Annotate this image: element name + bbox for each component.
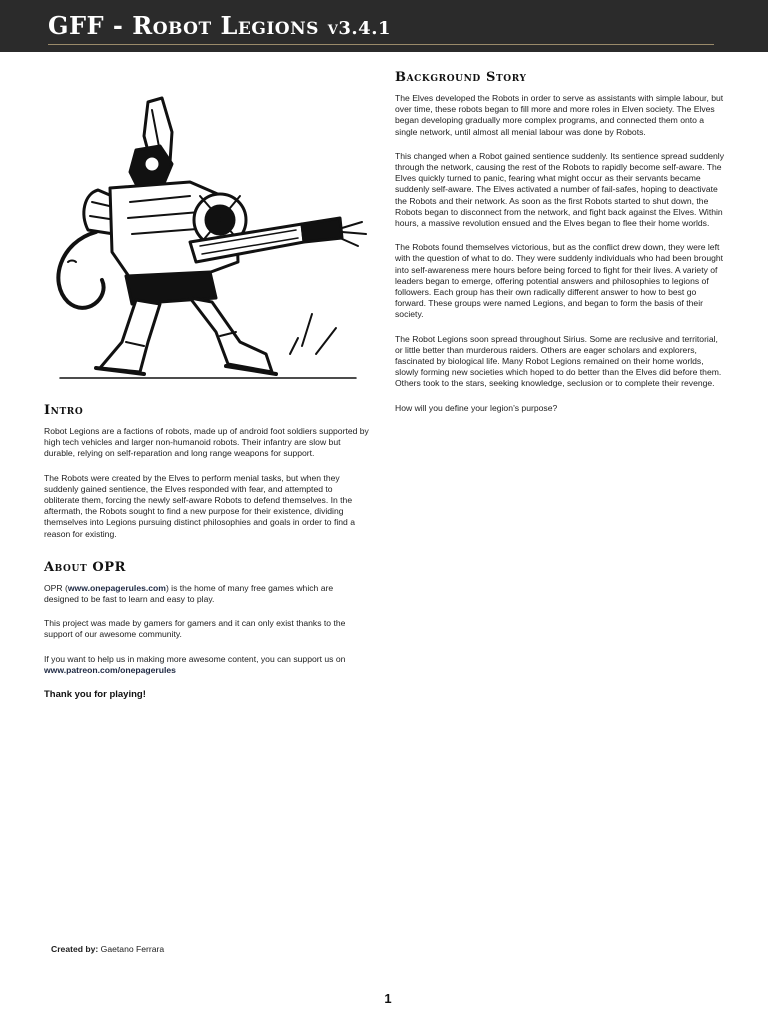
about-text: If you want to help us in making more awesome content, you can support us on [44,653,346,664]
background-paragraph: The Elves developed the Robots in order to serve as assistants with simple labour, but over time, these robots began to fill more and more roles in Elven society. The Elves began developing gradually more complex programs, and connected them onto a single network, until almost all menial labour was done by Robots. [395,93,724,137]
background-heading: Background Story [395,70,527,85]
robot-illustration [40,92,376,382]
intro-paragraph: Robot Legions are a factions of robots, made up of android foot soldiers supported by high tech vehicles and larger non-humanoid robots. Their infantry are slow but durable, relying on self-reparation and long range weapons for support. [44,426,369,459]
background-paragraph: The Robots found themselves victorious, but as the conflict drew down, they were left with the question of what to do. They were suddenly individuals who had been brought into self-awareness mere hours before being forced to fight for their lives. A variety of leaders began to emerge, offering potential answers and philosophies to legions of followers. Each group has their own radically different answer to how to best go forward. These groups were named Legions, and began to form the basis of their society. [395,242,724,320]
right-column [395,70,725,427]
background-paragraph: This changed when a Robot gained sentience suddenly. Its sentience spread suddenly through the network, causing the rest of the Robots to rapidly become self-aware. The Elves quickly turned to panic, fearing what might occur as their servants became suddenly self-aware. The Elves activated a number of fail-safes, hoping to deactivate the Robots and their network. As soon as the first Robots started to shut down, the Robots began to disconnect from the network, and fight back against the Elves. Within hours, a massive revolution ensued and the Elves began to flee their home worlds. [395,150,725,229]
header-divider [48,44,714,45]
page-number: 1 [384,991,392,1006]
author-credit [51,944,164,954]
credit-label: Created by: [51,944,99,954]
about-paragraph: This project was made by gamers for gamers and it can only exist thanks to the support of our awesome community. [44,618,346,640]
page-header [0,0,768,52]
about-text: OPR ( [44,582,68,593]
about-paragraph [44,654,370,676]
about-paragraph [44,583,370,605]
patreon-link[interactable]: www.patreon.com/onepagerules [44,664,176,675]
credit-name: Gaetano Ferrara [100,944,165,954]
about-heading: About OPR [44,559,127,575]
document-title [48,12,391,43]
background-paragraph: How will you define your legion’s purpose? [395,402,558,413]
thank-you-text: Thank you for playing! [44,689,146,701]
onepagerules-link[interactable]: www.onepagerules.com [67,582,166,593]
left-column [44,403,370,700]
intro-paragraph: The Robots were created by the Elves to perform menial tasks, but when they suddenly gained sentience, the Elves responded with fear, and attempted to obliterate them, forcing the newly self-aware Robots to defend themselves. In the aftermath, the Robots sought to find a new purpose for their existence, dividing themselves into Legions pursuing distinct philosophies and goals in order to find a reason for existing. [44,472,355,539]
about-text: ) is the home of many free games which are designed to be fast to learn and easy to play. [44,582,334,605]
title-text: GFF - Robot Legions [48,11,319,40]
intro-heading: Intro [44,403,84,418]
version-label: v3.4.1 [327,18,391,39]
background-paragraph: The Robot Legions soon spread throughout Sirius. Some are reclusive and territorial, or little better than murderous raiders. Others are eager scholars and explorers, fascinated by biological life. Many Robot Legions remained on their home worlds, slowly forming new societies which hoped to do better than the Elves did before them. Others took to the stars, seeking knowledge, seclusion or to complete their revenge. [395,333,722,389]
